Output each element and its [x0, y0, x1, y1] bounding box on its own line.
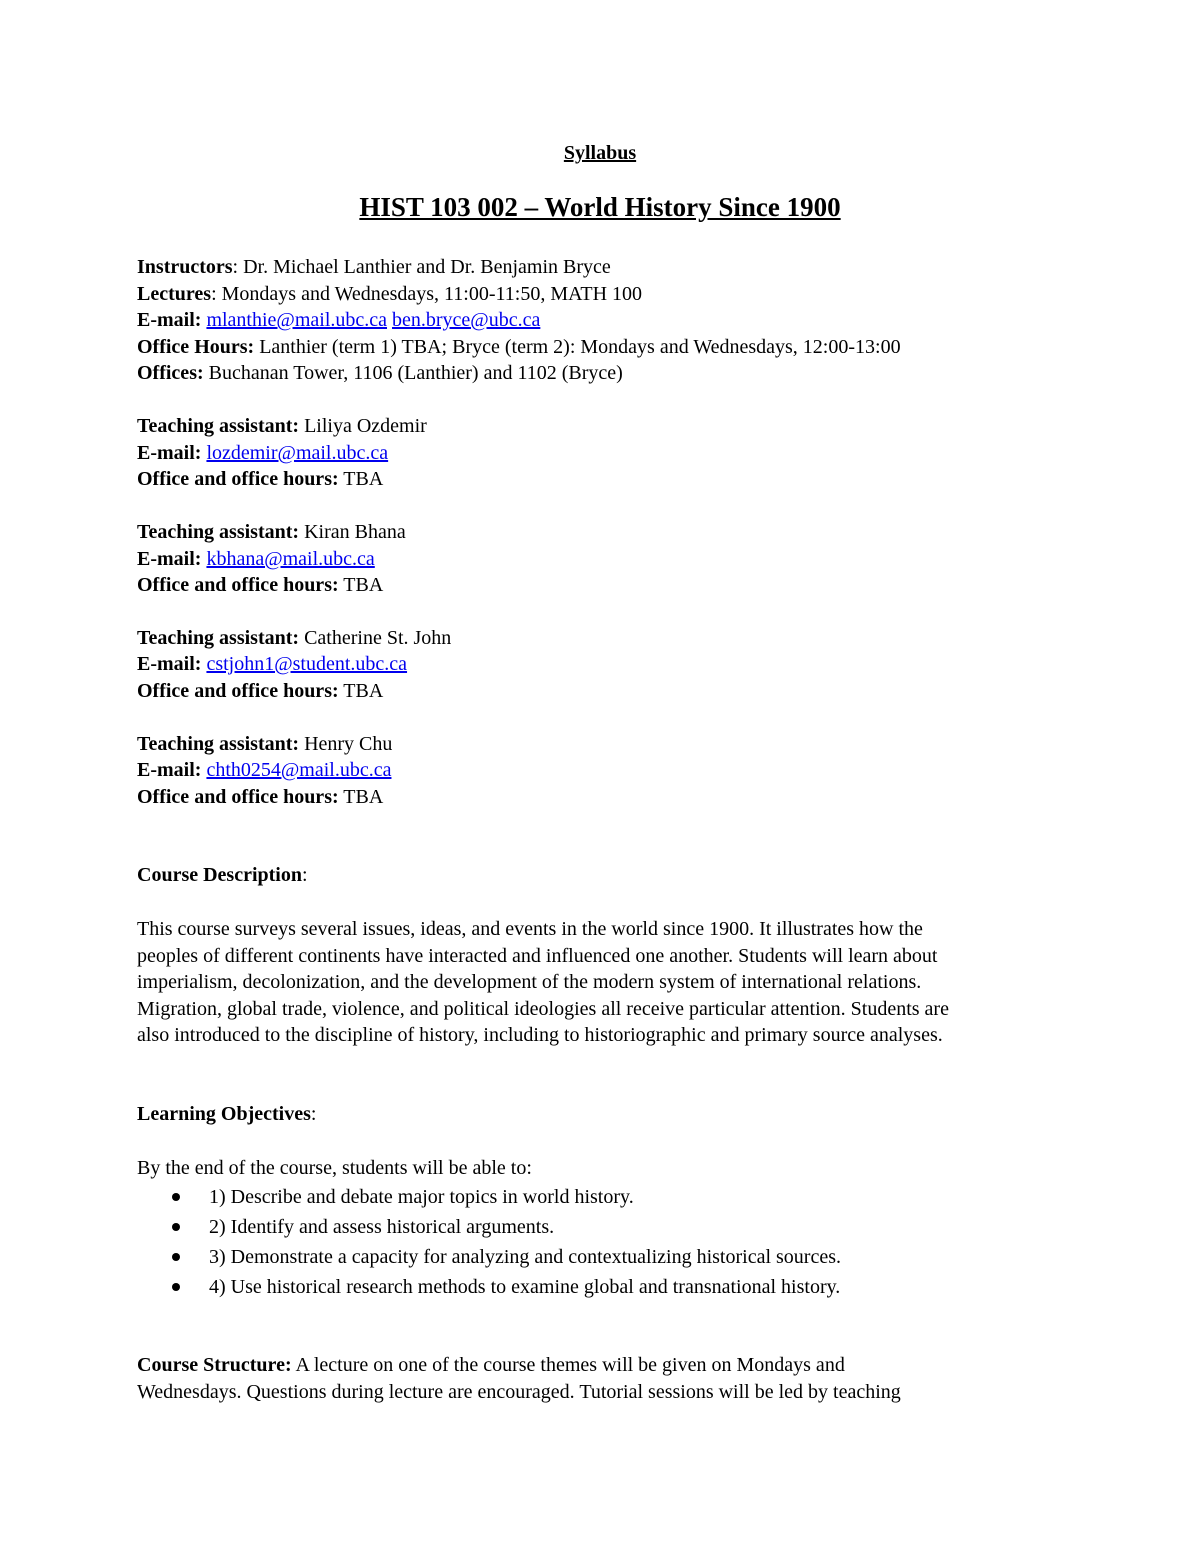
lectures-line: [137, 281, 642, 307]
bullet-icon: [172, 1253, 180, 1261]
description-line: peoples of different continents have interacted and influenced one another. Students will learn about: [137, 945, 938, 967]
ta-email-line: [137, 440, 388, 466]
ta-name: Kiran Bhana: [299, 521, 406, 543]
ta-email-label: E-mail:: [137, 759, 202, 781]
ta-office-line: [137, 572, 383, 598]
description-heading-label: Course Description: [137, 864, 302, 886]
office-hours-label: Office Hours:: [137, 336, 255, 358]
description-line: Migration, global trade, violence, and political ideologies all receive particular attention. Students are: [137, 998, 949, 1020]
offices-label: Offices:: [137, 362, 204, 384]
objective-item: 3) Demonstrate a capacity for analyzing and contextualizing historical sources.: [209, 1246, 841, 1268]
offices-line: [137, 360, 623, 386]
bullet-icon: [172, 1223, 180, 1231]
structure-line: Wednesdays. Questions during lecture are encouraged. Tutorial sessions will be led by teaching: [137, 1381, 901, 1403]
objectives-heading-colon: :: [310, 1103, 317, 1125]
description-line: imperialism, decolonization, and the development of the modern system of international relations.: [137, 971, 922, 993]
ta-name: Liliya Ozdemir: [299, 415, 427, 437]
ta-name-line: [137, 519, 406, 545]
ta-label: Teaching assistant:: [137, 415, 300, 437]
instructor-email-link-bryce[interactable]: ben.bryce@ubc.ca: [392, 309, 541, 331]
syllabus-heading: Syllabus: [563, 142, 637, 164]
objective-item: 1) Describe and debate major topics in world history.: [209, 1186, 634, 1208]
ta-email-line: [137, 651, 407, 677]
ta-email-label: E-mail:: [137, 442, 202, 464]
description-heading-colon: :: [301, 864, 308, 886]
ta-email-label: E-mail:: [137, 653, 202, 675]
objectives-intro: By the end of the course, students will be able to:: [137, 1157, 532, 1179]
objectives-heading: [137, 1101, 316, 1127]
description-line: This course surveys several issues, ideas, and events in the world since 1900. It illustrates how the: [137, 918, 923, 940]
structure-text-1: A lecture on one of the course themes will be given on Mondays and: [291, 1354, 845, 1376]
ta-office-line: [137, 466, 383, 492]
ta-email-link[interactable]: lozdemir@mail.ubc.ca: [206, 442, 389, 464]
ta-label: Teaching assistant:: [137, 521, 300, 543]
structure-line: [137, 1352, 845, 1378]
instructor-email-link-lanthier[interactable]: mlanthie@mail.ubc.ca: [206, 309, 388, 331]
ta-office-line: [137, 678, 383, 704]
ta-office-value: TBA: [338, 468, 384, 490]
ta-office-label: Office and office hours:: [137, 786, 339, 808]
ta-email-link[interactable]: chth0254@mail.ubc.ca: [206, 759, 392, 781]
ta-name-line: [137, 625, 451, 651]
ta-office-value: TBA: [338, 680, 384, 702]
ta-email-link[interactable]: cstjohn1@student.ubc.ca: [206, 653, 408, 675]
description-line: also introduced to the discipline of history, including to historiographic and primary source analyses.: [137, 1024, 943, 1046]
instructors-line: [137, 254, 611, 280]
page-title: HIST 103 002 – World History Since 1900: [359, 192, 841, 222]
ta-office-label: Office and office hours:: [137, 468, 339, 490]
bullet-icon: [172, 1283, 180, 1291]
ta-label: Teaching assistant:: [137, 627, 300, 649]
ta-office-value: TBA: [338, 786, 384, 808]
lectures-value: : Mondays and Wednesdays, 11:00-11:50, MATH 100: [211, 283, 643, 305]
instructor-email-line: [137, 307, 540, 333]
ta-label: Teaching assistant:: [137, 733, 300, 755]
ta-email-label: E-mail:: [137, 548, 202, 570]
ta-name-line: [137, 413, 427, 439]
ta-office-value: TBA: [338, 574, 384, 596]
lectures-label: Lectures: [137, 283, 212, 305]
email-label: E-mail:: [137, 309, 202, 331]
ta-name: Henry Chu: [299, 733, 393, 755]
office-hours-value: Lanthier (term 1) TBA; Bryce (term 2): Mondays and Wednesdays, 12:00-13:00: [254, 336, 901, 358]
ta-office-label: Office and office hours:: [137, 680, 339, 702]
structure-label: Course Structure:: [137, 1354, 292, 1376]
ta-name: Catherine St. John: [299, 627, 452, 649]
bullet-icon: [172, 1193, 180, 1201]
ta-office-label: Office and office hours:: [137, 574, 339, 596]
ta-office-line: [137, 784, 383, 810]
objective-item: 2) Identify and assess historical arguments.: [209, 1216, 555, 1238]
instructors-value: : Dr. Michael Lanthier and Dr. Benjamin Bryce: [232, 256, 611, 278]
ta-email-line: [137, 546, 375, 572]
objective-item: 4) Use historical research methods to examine global and transnational history.: [209, 1276, 841, 1298]
ta-email-line: [137, 757, 391, 783]
description-heading: [137, 862, 308, 888]
ta-email-link[interactable]: kbhana@mail.ubc.ca: [206, 548, 375, 570]
objectives-heading-label: Learning Objectives: [137, 1103, 311, 1125]
office-hours-line: [137, 334, 901, 360]
instructors-label: Instructors: [137, 256, 233, 278]
ta-name-line: [137, 731, 392, 757]
offices-value: Buchanan Tower, 1106 (Lanthier) and 1102 (Bryce): [203, 362, 623, 384]
